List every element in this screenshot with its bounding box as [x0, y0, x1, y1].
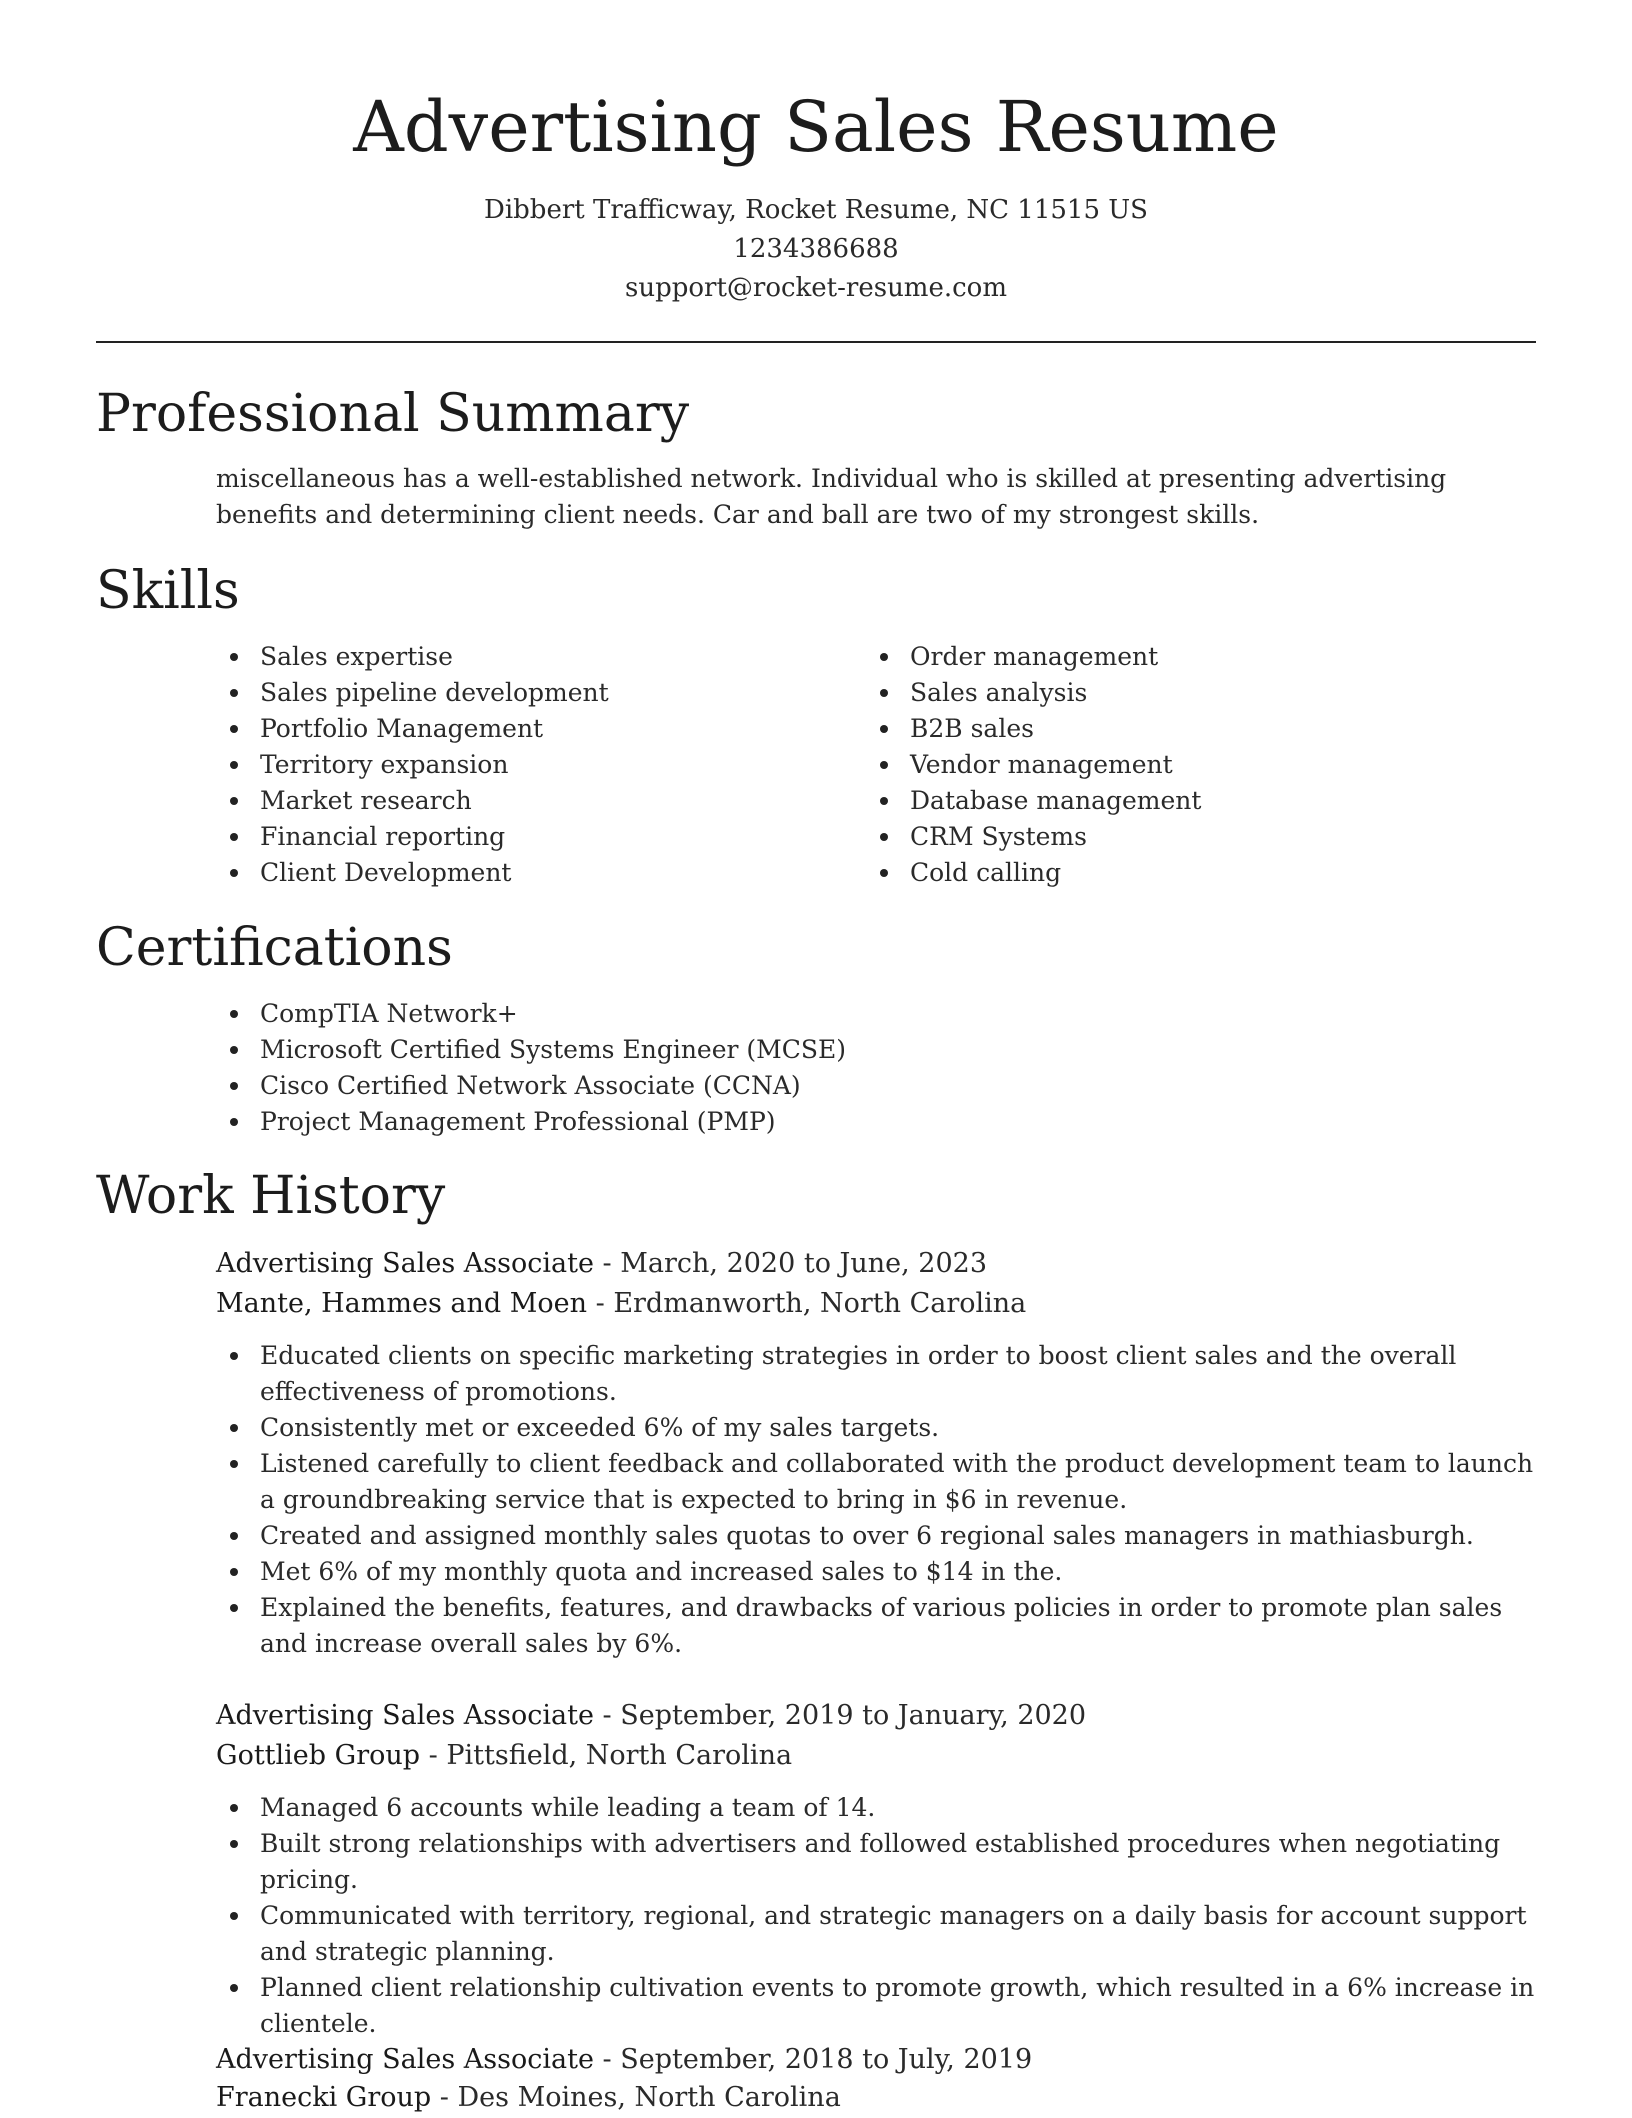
list-item: Cisco Certified Network Associate (CCNA) [216, 1068, 1216, 1104]
job-location: Pittsfield, North Carolina [446, 1740, 793, 1771]
list-item: Educated clients on specific marketing strategies in order to boost client sales and the overall effectiveness of promotions. [216, 1338, 1536, 1410]
skills-list-left [216, 639, 816, 891]
skills-list-right [866, 639, 1486, 891]
job-company: Mante, Hammes and Moen [216, 1288, 588, 1319]
certifications-list [216, 996, 1216, 1140]
list-item: Sales analysis [866, 675, 1486, 711]
email: support@rocket-resume.com [624, 273, 1007, 303]
resume-title: Advertising Sales Resume [353, 86, 1279, 168]
separator: - [593, 1248, 621, 1279]
job-company-line [216, 1736, 792, 1776]
separator: - [593, 1700, 621, 1731]
list-item: Database management [866, 783, 1486, 819]
job-company-line [216, 2078, 841, 2118]
list-item: Client Development [216, 855, 816, 891]
job-title-line [216, 2040, 1032, 2080]
list-item: Communicated with territory, regional, and strategic managers on a daily basis for account support and strategic planning. [216, 1898, 1536, 1970]
list-item: CompTIA Network+ [216, 996, 1216, 1032]
separator: - [420, 1740, 447, 1771]
job-duties [216, 1790, 1536, 2042]
list-item: Sales expertise [216, 639, 816, 675]
list-item: Sales pipeline development [216, 675, 816, 711]
list-item: Created and assigned monthly sales quotas to over 6 regional sales managers in mathiasburgh. [216, 1518, 1536, 1554]
list-item: Planned client relationship cultivation events to promote growth, which resulted in a 6% increase in clientele. [216, 1970, 1536, 2042]
list-item: Microsoft Certified Systems Engineer (MCSE) [216, 1032, 1216, 1068]
list-item: Territory expansion [216, 747, 816, 783]
work-history-heading: Work History [96, 1166, 446, 1226]
job-role: Advertising Sales Associate [216, 1700, 594, 1731]
list-item: Project Management Professional (PMP) [216, 1104, 1216, 1140]
summary-heading: Professional Summary [96, 384, 690, 444]
separator: - [431, 2082, 458, 2113]
list-item: Managed 6 accounts while leading a team of 14. [216, 1790, 1536, 1826]
address: Dibbert Trafficway, Rocket Resume, NC 11515 US [484, 195, 1148, 225]
header-divider [96, 341, 1536, 343]
job-duties [216, 1338, 1536, 1662]
skills-heading: Skills [96, 561, 240, 621]
job-location: Erdmanworth, North Carolina [613, 1288, 1027, 1319]
list-item: Listened carefully to client feedback and collaborated with the product development team to launch a groundbreaking service that is expected to bring in $6 in revenue. [216, 1446, 1536, 1518]
job-dates: September, 2018 to July, 2019 [620, 2044, 1033, 2075]
job-title-line [216, 1696, 1086, 1736]
list-item: Order management [866, 639, 1486, 675]
contact-info [0, 191, 1632, 308]
list-item: B2B sales [866, 711, 1486, 747]
job-dates: March, 2020 to June, 2023 [620, 1248, 988, 1279]
job-company-line [216, 1284, 1026, 1324]
certifications-heading: Certifications [96, 918, 453, 978]
list-item: Consistently met or exceeded 6% of my sales targets. [216, 1410, 1536, 1446]
list-item: Market research [216, 783, 816, 819]
separator: - [587, 1288, 614, 1319]
phone: 1234386688 [733, 234, 899, 264]
job-dates: September, 2019 to January, 2020 [620, 1700, 1087, 1731]
job-location: Des Moines, North Carolina [457, 2082, 841, 2113]
list-item: Met 6% of my monthly quota and increased sales to $14 in the. [216, 1554, 1536, 1590]
list-item: Vendor management [866, 747, 1486, 783]
job-role: Advertising Sales Associate [216, 1248, 594, 1279]
list-item: Financial reporting [216, 819, 816, 855]
list-item: CRM Systems [866, 819, 1486, 855]
list-item: Explained the benefits, features, and drawbacks of various policies in order to promote plan sales and increase overall sales by 6%. [216, 1590, 1536, 1662]
job-title-line [216, 1244, 987, 1284]
job-company: Gottlieb Group [216, 1740, 421, 1771]
job-role: Advertising Sales Associate [216, 2044, 594, 2075]
list-item: Cold calling [866, 855, 1486, 891]
summary-text: miscellaneous has a well-established network. Individual who is skilled at presenting advertising benefits and determining client needs. Car and ball are two of my strongest skills. [216, 464, 1447, 529]
separator: - [593, 2044, 621, 2075]
job-company: Franecki Group [216, 2082, 432, 2113]
list-item: Portfolio Management [216, 711, 816, 747]
list-item: Built strong relationships with advertisers and followed established procedures when negotiating pricing. [216, 1826, 1536, 1898]
